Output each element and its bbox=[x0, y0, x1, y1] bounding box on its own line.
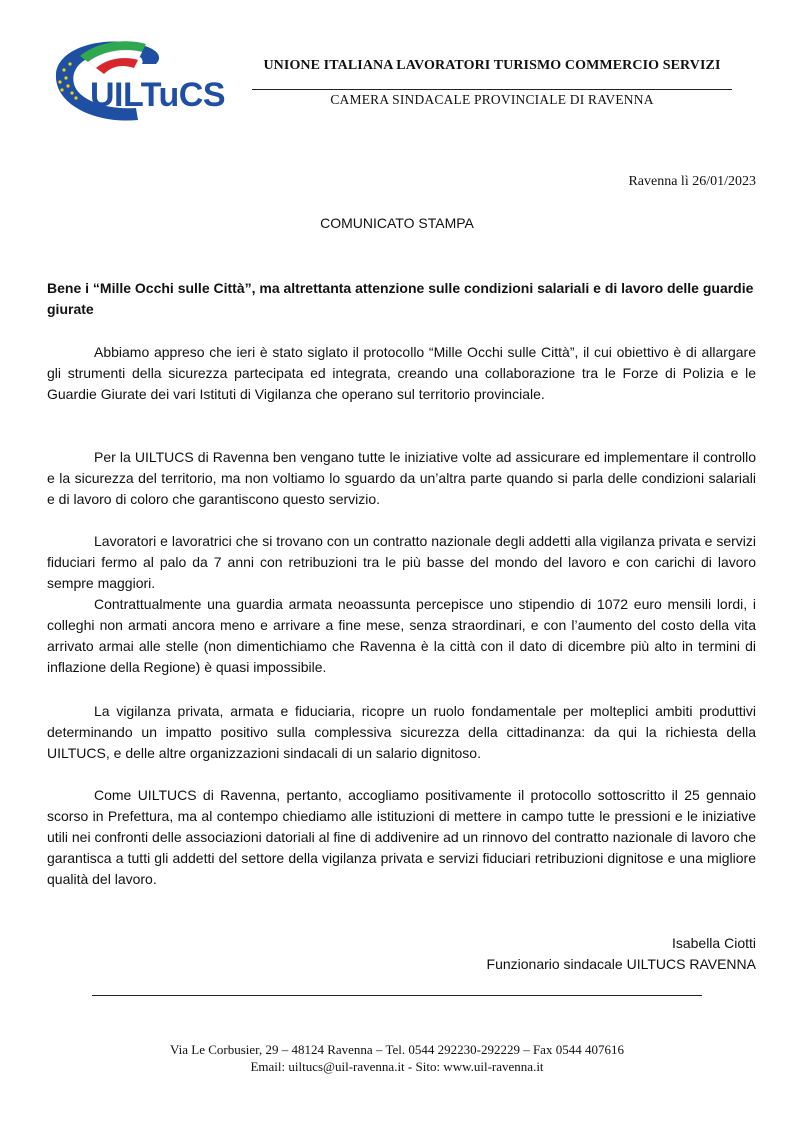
body-paragraph: La vigilanza privata, armata e fiduciaria, ricopre un ruolo fondamentale per molteplici ambiti produttivi determinando un impatto positivo sulla complessiva sicurezza della cittadinanza: da qui la richiesta della UILTUCS, e delle altre organizzazioni sindacali di un salario dignitoso. bbox=[47, 703, 756, 761]
body-paragraph: Lavoratori e lavoratrici che si trovano con un contratto nazionale degli addetti alla vigilanza privata e servizi fiduciari fermo al palo da 7 anni con retribuzioni tra le più basse del mondo del lavoro e con carichi di lavoro sempre maggiori. bbox=[47, 533, 756, 591]
signatory-name: Isabella Ciotti bbox=[671, 935, 756, 951]
press-headline: Bene i “Mille Occhi sulle Città”, ma altrettanta attenzione sulle condizioni salariali e di lavoro delle guardie giurate bbox=[47, 280, 754, 317]
logo-wordmark: UILTuCS bbox=[90, 76, 225, 114]
date-line: Ravenna lì 26/01/2023 bbox=[628, 174, 756, 189]
uiltucs-logo bbox=[46, 34, 232, 124]
body-paragraph: Contrattualmente una guardia armata neoassunta percepisce uno stipendio di 1072 euro mensili lordi, i colleghi non armati ancora meno e arrivare a fine mese, senza straordinari, e con l’aumento del costo della vita arrivato armai alle stelle (non dimentichiamo che Ravenna è la città con il dato di dicembre più alto in termini di inflazione della Regione) è quasi impossibile. bbox=[47, 596, 756, 675]
footer-divider bbox=[92, 995, 702, 996]
footer-contacts bbox=[0, 1041, 794, 1075]
organization-subtitle: CAMERA SINDACALE PROVINCIALE DI RAVENNA bbox=[330, 92, 654, 107]
footer-email-site: Email: uiltucs@uil-ravenna.it - Sito: www.uil-ravenna.it bbox=[250, 1059, 544, 1074]
footer-address: Via Le Corbusier, 29 – 48124 Ravenna – Tel. 0544 292230-292229 – Fax 0544 407616 bbox=[170, 1042, 624, 1057]
body-paragraph: Come UILTUCS di Ravenna, pertanto, accogliamo positivamente il protocollo sottoscritto il 25 gennaio scorso in Prefettura, ma al contempo chiediamo alle istituzioni di mettere in campo tutte le pressioni e le iniziative utili nei confronti delle associazioni datoriali al fine di addivenire ad un rinnovo del contratto nazionale di lavoro che garantisca a tutti gli addetti del settore della vigilanza privata e servizi fiduciari retribuzioni dignitose e una migliore qualità del lavoro. bbox=[47, 787, 756, 887]
signature-block bbox=[487, 933, 756, 975]
organization-name: UNIONE ITALIANA LAVORATORI TURISMO COMMERCIO SERVIZI bbox=[263, 58, 721, 73]
signatory-role: Funzionario sindacale UILTUCS RAVENNA bbox=[486, 956, 756, 972]
header-divider bbox=[252, 89, 732, 90]
body-paragraph: Abbiamo appreso che ieri è stato siglato il protocollo “Mille Occhi sulle Città”, il cui obiettivo è di allargare gli strumenti della sicurezza partecipata ed integrata, creando una collaborazione tra le Forze di Polizia e le Guardie Giurate dei vari Istituti di Vigilanza che operano sul territorio provinciale. bbox=[47, 344, 756, 402]
body-paragraph: Per la UILTUCS di Ravenna ben vengano tutte le iniziative volte ad assicurare ed implementare il controllo e la sicurezza del territorio, ma non voltiamo lo sguardo da un’altra parte quando si parla delle condizioni salariali e di lavoro di coloro che garantiscono questo servizio. bbox=[47, 449, 756, 507]
document-title: COMUNICATO STAMPA bbox=[320, 215, 474, 231]
